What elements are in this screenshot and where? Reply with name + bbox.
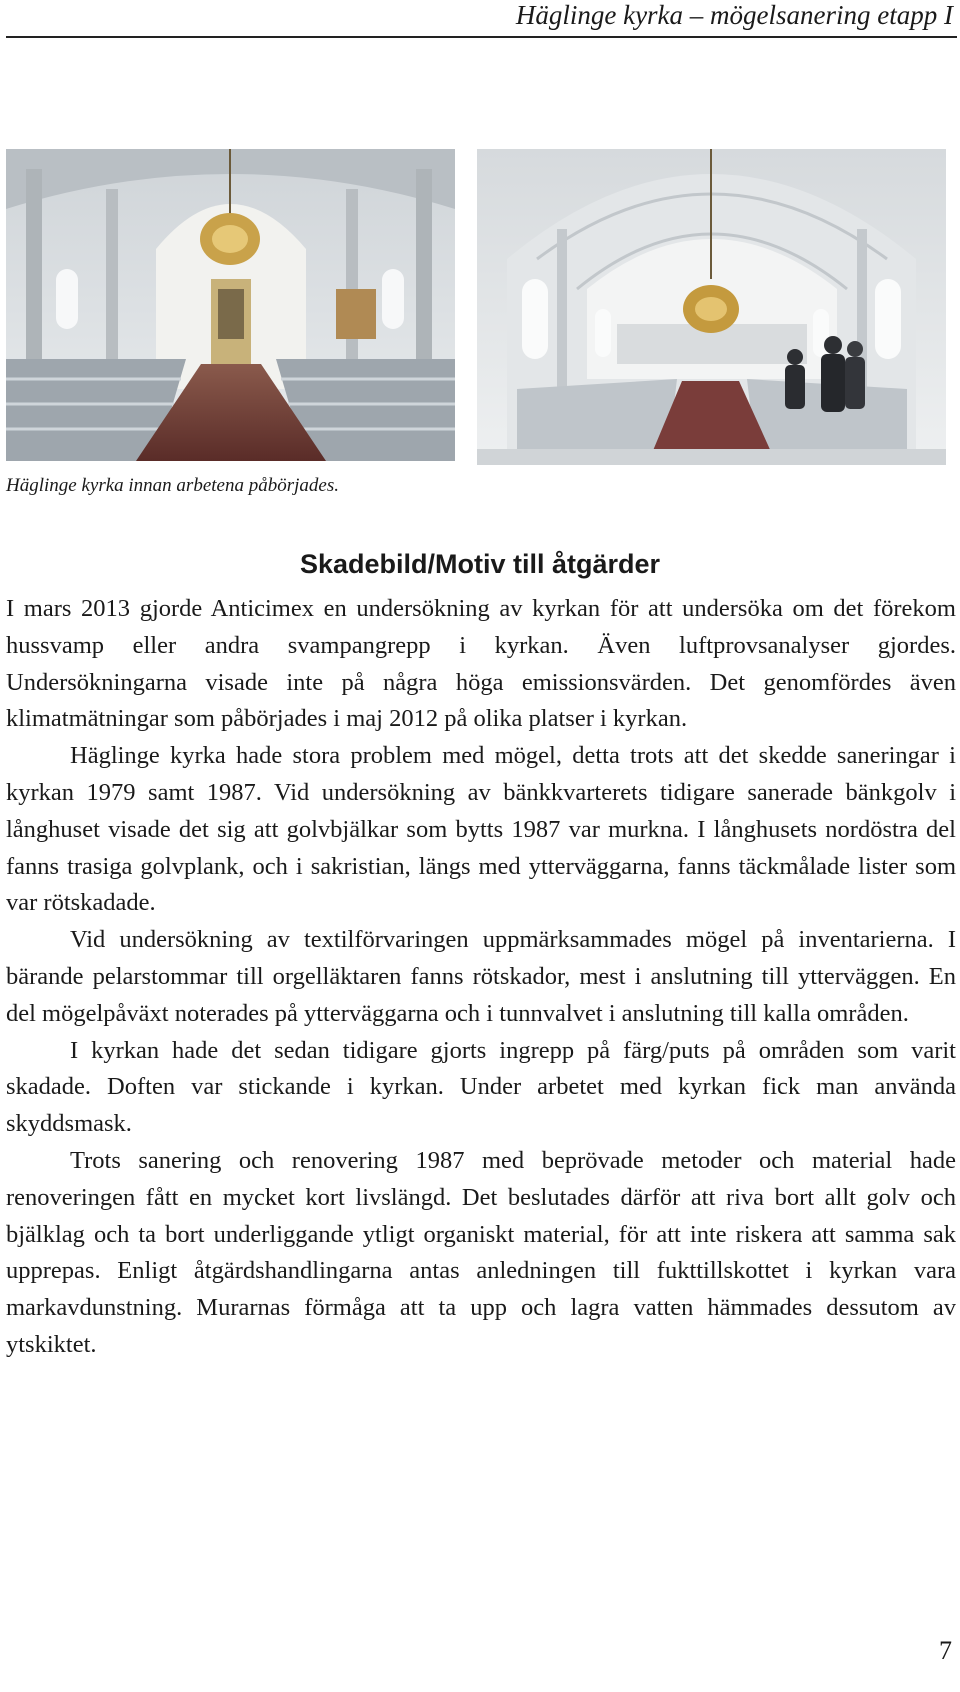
running-title: Häglinge kyrka – mögelsanering etapp I	[515, 0, 953, 30]
page-header	[6, 0, 957, 38]
paragraph: Häglinge kyrka hade stora problem med mögel, detta trots att det skedde saneringar i kyrkan 1979 samt 1987. Vid undersökning av bänkkvarterets tidigare sanerade bänkgolv i långhuset visade det sig att golvbjälkar som bytts 1987 var murkna. I långhusets nordöstra del fanns trasiga golvplank, och i sakristian, längs med ytterväggarna, fanns täckmålade lister som var rötskadade.	[6, 742, 956, 917]
body-text	[6, 591, 956, 1364]
section-heading: Skadebild/Motiv till åtgärder	[299, 549, 661, 579]
church-interior-photo-right-image	[477, 149, 946, 465]
paragraph: I mars 2013 gjorde Anticimex en undersökning av kyrkan för att undersöka om det förekom hussvamp eller andra svampangrepp i kyrkan. Även luftprovsanalyser gjordes. Undersökningarna visade inte på några höga emissionsvärden. Det genomfördes även klimatmätningar som påbörjades i maj 2012 på olika platser i kyrkan.	[6, 595, 956, 733]
page-number: 7	[939, 1636, 952, 1665]
paragraph: Vid undersökning av textilförvaringen uppmärksammades mögel på inventarierna. I bärande pelarstommar till orgelläktaren fanns rötskador, mest i anslutning till ytterväggen. En del mögelpåväxt noterades på ytterväggarna och i tunnvalvet i anslutning till kalla områden.	[6, 926, 956, 1027]
figure-caption: Häglinge kyrka innan arbetena påbörjades.	[6, 475, 339, 496]
church-interior-photo-right	[477, 149, 946, 465]
paragraph: I kyrkan hade det sedan tidigare gjorts ingrepp på färg/puts på områden som varit skadade. Doften var stickande i kyrkan. Under arbetet med kyrkan fick man använda skyddsmask.	[6, 1036, 956, 1138]
paragraph: Trots sanering och renovering 1987 med beprövade metoder och material hade renoveringen fått en mycket kort livslängd. Det beslutades därför att riva bort allt golv och bjälklag och ta bort underliggande ytligt organiskt material, för att inte riskera att samma sak upprepas. Enligt åtgärdshandlingarna antas anledningen till fukttillskottet i kyrkan vara markavdunstning. Murarnas förmåga att ta upp och lagra vatten hämmades dessutom av ytskiktet.	[6, 1146, 956, 1358]
church-interior-photo-left-image	[6, 149, 455, 461]
church-interior-photo-left	[6, 149, 455, 461]
